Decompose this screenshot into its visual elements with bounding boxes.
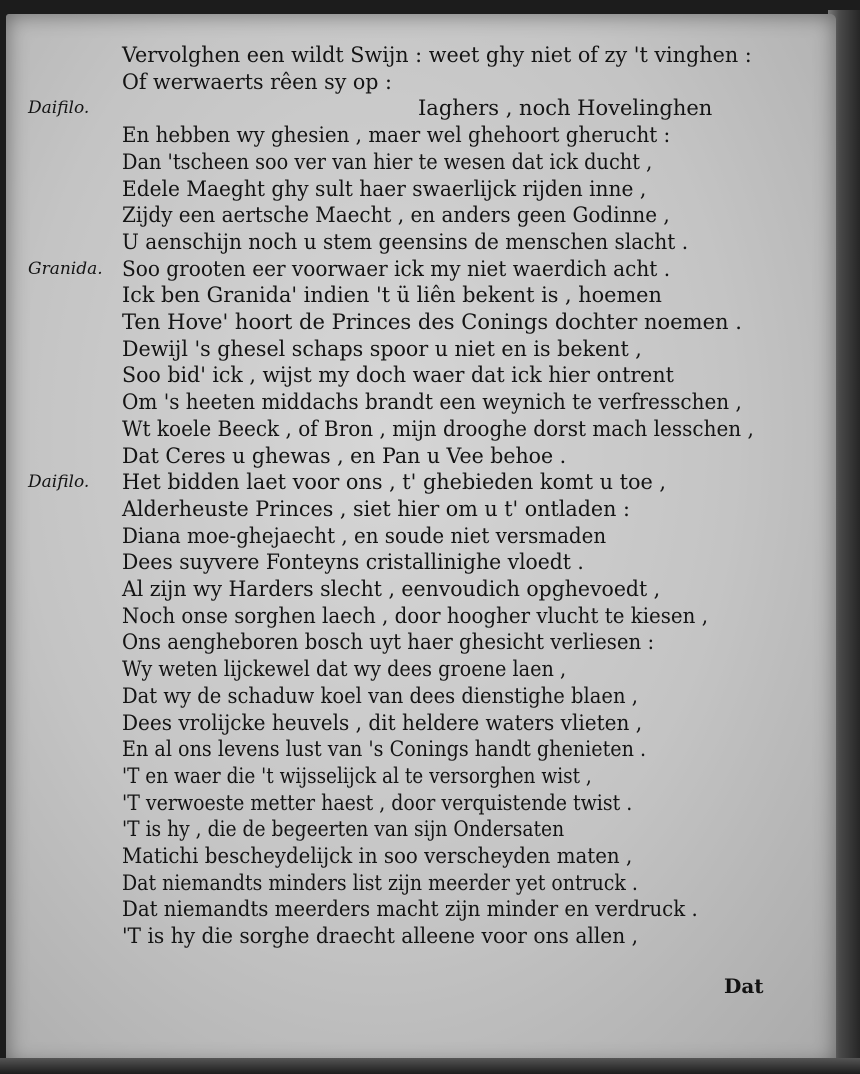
verse-text: Dat Ceres u ghewas , en Pan u Vee behoe . [122, 443, 567, 468]
verse-line [0, 763, 830, 789]
verse-text: Zijdy een aertsche Maecht , en anders geen Godinne , [122, 203, 670, 228]
verse-line [0, 629, 830, 655]
verse-line [0, 896, 830, 922]
verse-line [0, 683, 830, 709]
verse-line [0, 790, 830, 816]
verse-text: Dat niemandts meerders macht zijn minder en verdruck . [122, 897, 698, 922]
verse-text: Dees vrolijcke heuvels , dit heldere waters vlieten , [122, 710, 643, 735]
verse-line [0, 69, 830, 95]
verse-text: Alderheuste Princes , siet hier om u t' ontladen : [122, 496, 630, 521]
verse-line [0, 710, 830, 736]
verse-text: Matichi bescheydelijck in soo verscheyden maten , [122, 844, 633, 868]
verse-line [0, 122, 830, 148]
verse-text: Diana moe-ghejaecht , en soude niet versmaden [122, 523, 607, 548]
verse-line [0, 309, 830, 335]
verse-text: Dees suyvere Fonteyns cristallinighe vloedt . [122, 550, 584, 575]
verse-line [0, 389, 830, 415]
verse-line [0, 549, 830, 575]
verse-line [0, 443, 830, 469]
verse-line [0, 282, 830, 308]
verse-text: Om 's heeten middachs brandt een weynich te verfresschen , [122, 390, 742, 415]
verse-text: Dat niemandts minders list zijn meerder yet ontruck . [122, 870, 638, 895]
speaker-name: Granida. [28, 258, 103, 279]
verse-line [0, 816, 830, 842]
verse-text: Vervolghen een wildt Swijn : weet ghy niet of zy 't vinghen : [122, 43, 752, 67]
verse-line [0, 576, 830, 602]
page-bottom-edge [0, 1058, 860, 1074]
verse-line [0, 870, 830, 896]
verse-text: Iaghers , noch Hovelinghen [418, 96, 713, 121]
verse-text: Noch onse sorghen laech , door hoogher vlucht te kiesen , [122, 603, 709, 628]
verse-line [0, 42, 830, 68]
verse-text: Dat wy de schaduw koel van dees dienstighe blaen , [122, 683, 638, 708]
verse-text: 'T is hy die sorghe draecht alleene voor ons allen , [122, 924, 639, 949]
speaker-name: Daifilo. [28, 98, 90, 119]
verse-text: 'T en waer die 't wijsselijck al te versorghen wist , [122, 763, 592, 788]
verse-text: Wt koele Beeck , of Bron , mijn drooghe dorst mach lesschen , [122, 416, 754, 441]
verse-text: Dewijl 's ghesel schaps spoor u niet en is bekent , [122, 336, 642, 361]
verse-text: Dan 'tscheen soo ver van hier te wesen dat ick ducht , [122, 149, 653, 174]
verse-line [0, 336, 830, 362]
verse-text: Ten Hove' hoort de Princes des Conings dochter noemen . [122, 310, 742, 334]
verse-line [0, 656, 830, 682]
verse-text: Edele Maeght ghy sult haer swaerlijck rijden inne , [122, 176, 647, 201]
verse-line [0, 362, 830, 388]
verse-text: Het bidden laet voor ons , t' ghebieden komt u toe , [122, 470, 667, 495]
verse-line [0, 202, 830, 228]
verse-line [0, 523, 830, 549]
verse-text: En al ons levens lust van 's Conings handt ghenieten . [122, 737, 647, 762]
verse-line [0, 843, 830, 869]
verse-line [0, 256, 830, 282]
verse-text: U aenschijn noch u stem geensins de menschen slacht . [122, 229, 689, 254]
verse-line [0, 736, 830, 762]
verse-line [0, 95, 830, 121]
verse-line [0, 176, 830, 202]
verse-line [0, 469, 830, 495]
verse-line [0, 149, 830, 175]
verse-line [0, 496, 830, 522]
verse-text: Ick ben Granida' indien 't ü liên bekent is , hoemen [122, 283, 662, 308]
verse-text: Al zijn wy Harders slecht , eenvoudich opghevoedt , [122, 577, 661, 601]
verse-line [0, 603, 830, 629]
verse-text: Wy weten lijckewel dat wy dees groene laen , [122, 657, 567, 682]
verse-text: Soo grooten eer voorwaer ick my niet waerdich acht . [122, 256, 671, 281]
verse-line [0, 416, 830, 442]
catchword: Dat [724, 974, 764, 998]
verse-line [0, 923, 830, 949]
verse-text: En hebben wy ghesien , maer wel ghehoort gherucht : [122, 123, 671, 148]
verse-line [0, 229, 830, 255]
verse-text: Ons aengheboren bosch uyt haer ghesicht verliesen : [122, 630, 655, 655]
speaker-name: Daifilo. [28, 472, 90, 493]
verse-text: 'T verwoeste metter haest , door verquistende twist . [122, 790, 633, 815]
verse-text: Soo bid' ick , wijst my doch waer dat ick hier ontrent [122, 363, 674, 388]
verse-text: Of werwaerts rêen sy op : [122, 69, 392, 94]
verse-text: 'T is hy , die de begeerten van sijn Ondersaten [122, 817, 565, 842]
